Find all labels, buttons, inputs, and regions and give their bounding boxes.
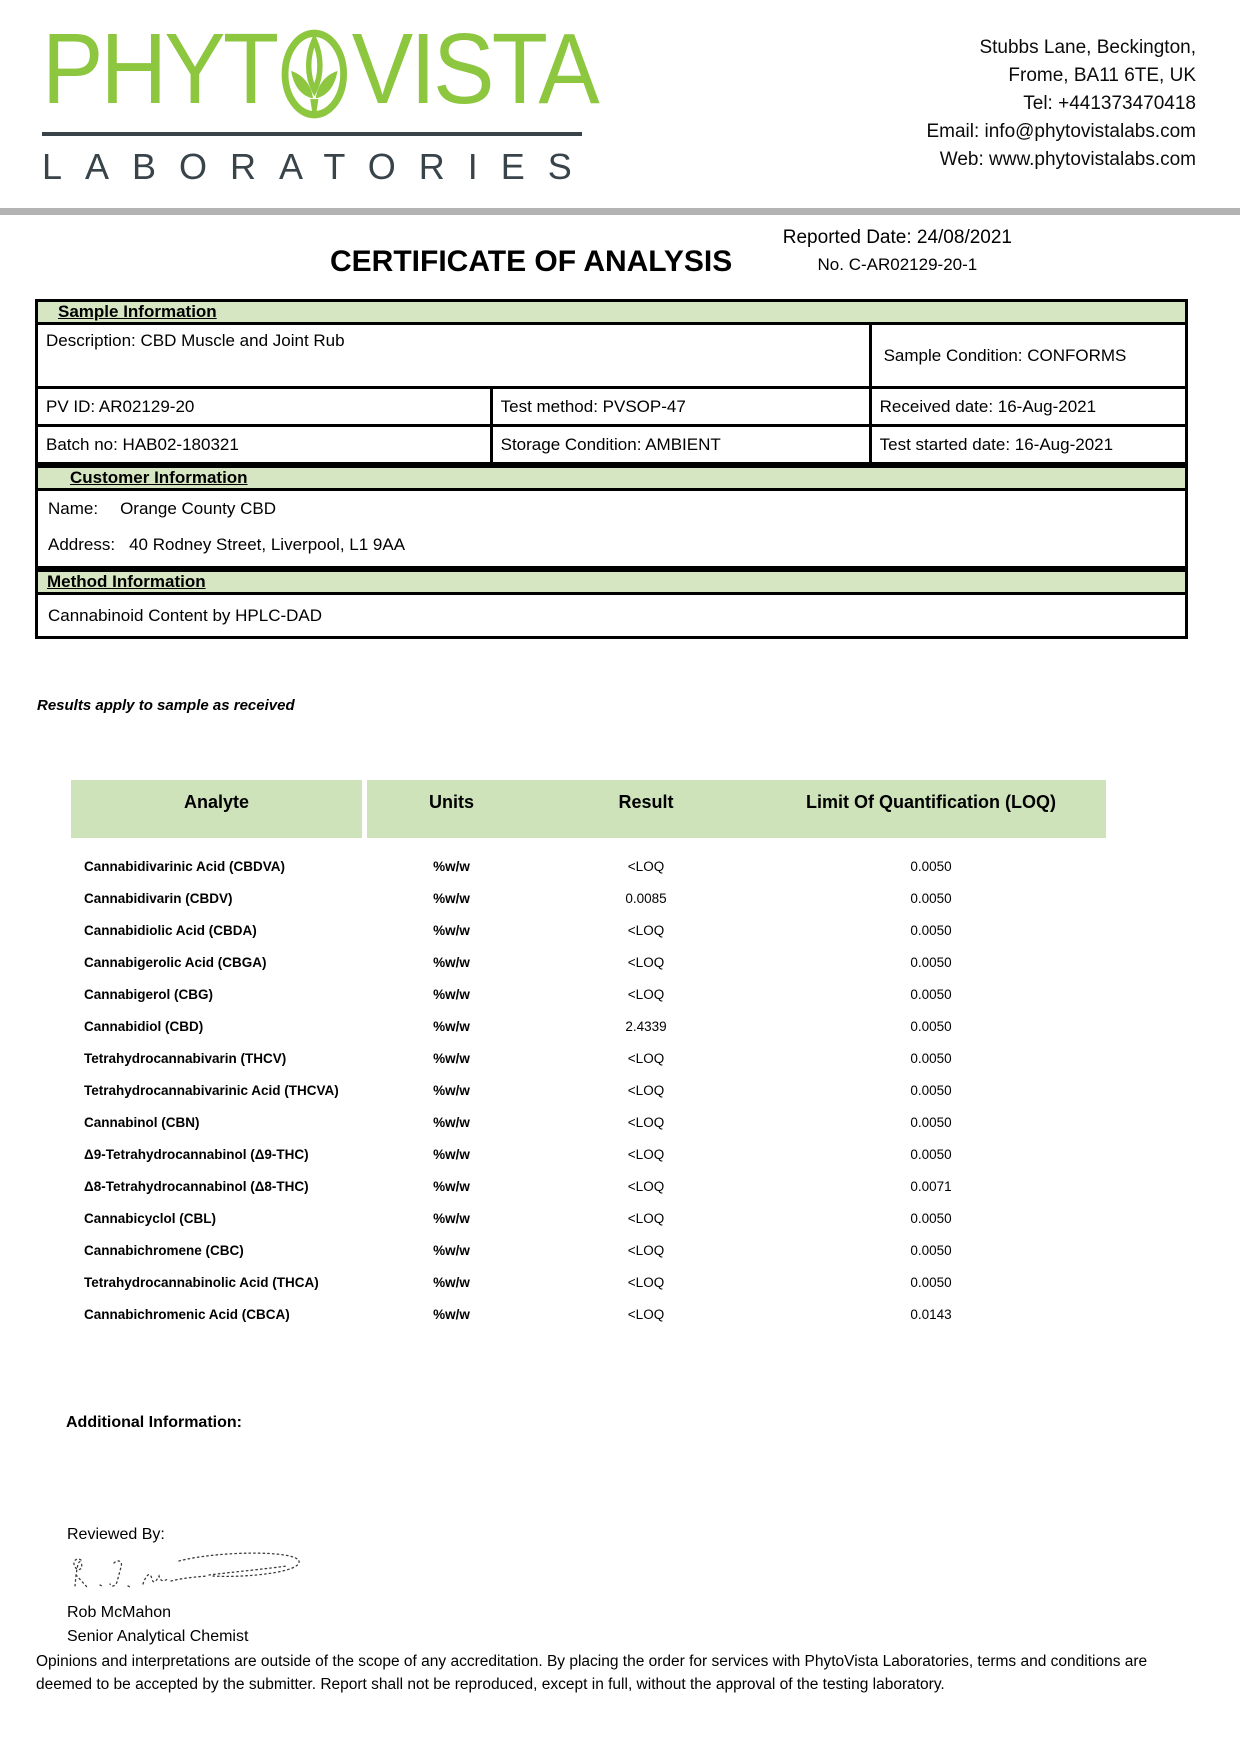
table-row [71,1074,1106,1106]
units-cell: %w/w [433,986,470,1002]
id-row [35,389,1188,427]
units-cell: %w/w [433,1242,470,1258]
analyte-cell: Tetrahydrocannabivarinic Acid (THCVA) [84,1082,339,1098]
results-rows [71,850,1106,1330]
header-result: Result [536,780,756,838]
table-row [71,1298,1106,1330]
batch-no: Batch no: HAB02-180321 [46,434,239,454]
table-row [71,946,1106,978]
table-row [71,978,1106,1010]
result-cell: <LOQ [627,1178,665,1194]
analyte-cell: Tetrahydrocannabinolic Acid (THCA) [84,1274,319,1290]
contact-web: Web: www.phytovistalabs.com [939,149,1196,171]
leaf-logo-icon [280,28,348,120]
analyte-cell: Cannabichromenic Acid (CBCA) [84,1306,290,1322]
units-cell: %w/w [433,1178,470,1194]
sample-information-header [35,299,1188,325]
units-cell: %w/w [433,954,470,970]
header-analyte: Analyte [71,780,367,838]
reviewer-title: Senior Analytical Chemist [67,1628,249,1645]
result-cell: <LOQ [627,1050,665,1066]
loq-cell: 0.0050 [910,890,952,906]
review-block [67,1526,1240,1646]
result-cell: <LOQ [627,1210,665,1226]
header [0,0,1240,188]
table-row [71,1010,1106,1042]
units-cell: %w/w [433,1306,470,1322]
units-cell: %w/w [433,922,470,938]
customer-address-line [48,535,1175,555]
loq-cell: 0.0050 [910,1082,952,1098]
loq-cell: 0.0143 [910,1306,952,1322]
analyte-cell: Cannabidivarin (CBDV) [84,890,233,906]
analyte-cell: Δ9-Tetrahydrocannabinol (Δ9-THC) [84,1146,309,1162]
result-cell: <LOQ [627,858,665,874]
result-cell: <LOQ [627,1082,665,1098]
header-rule [0,208,1240,215]
loq-cell: 0.0050 [910,954,952,970]
units-cell: %w/w [433,1018,470,1034]
header-units: Units [367,780,536,838]
received-date: Received date: 16-Aug-2021 [869,389,1185,424]
customer-name-label: Name: [48,499,99,518]
method-information-title: Method Information [47,572,206,591]
method-information-header [35,569,1188,595]
reported-date: Reported Date: 24/08/2021 [782,227,1012,248]
customer-name-line [48,499,1175,519]
additional-information-label: Additional Information: [66,1414,242,1431]
customer-box [35,491,1188,569]
results-table [71,780,1106,1330]
reviewed-by-label: Reviewed By: [67,1526,165,1543]
logo-wordmark [42,13,597,125]
signature-image [67,1548,307,1598]
table-row [71,1106,1106,1138]
analyte-cell: Cannabichromene (CBC) [84,1242,244,1258]
result-cell: <LOQ [627,1146,665,1162]
sample-information-title: Sample Information [58,302,217,321]
units-cell: %w/w [433,1050,470,1066]
units-cell: %w/w [433,1274,470,1290]
analyte-cell: Tetrahydrocannabivarin (THCV) [84,1050,287,1066]
analyte-cell: Cannabigerolic Acid (CBGA) [84,954,267,970]
test-started-date: Test started date: 16-Aug-2021 [869,427,1185,462]
storage-condition: Storage Condition: AMBIENT [490,427,869,462]
reviewer-name: Rob McMahon [67,1604,172,1621]
loq-cell: 0.0050 [910,1050,952,1066]
batch-row [35,427,1188,465]
contact-phone: Tel: +441373470418 [1023,93,1196,115]
table-row [71,1266,1106,1298]
table-row [71,882,1106,914]
method-box [35,595,1188,639]
loq-cell: 0.0050 [910,1242,952,1258]
result-cell: <LOQ [627,1306,665,1322]
phytovista-logo [42,13,645,188]
logo-subtitle: LABORATORIES [42,146,595,187]
table-row [71,914,1106,946]
table-row [71,1042,1106,1074]
analyte-cell: Cannabidiolic Acid (CBDA) [84,922,257,938]
header-loq: Limit Of Quantification (LOQ) [756,780,1106,838]
logo-text-right: VISTA [351,13,597,125]
units-cell: %w/w [433,890,470,906]
analyte-cell: Cannabinol (CBN) [84,1114,200,1130]
customer-information-header [35,465,1188,491]
footer-disclaimer: Opinions and interpretations are outside of the scope of any accreditation. By placing the order for services with PhytoVista Laboratories, terms and conditions are deemed to be accepted by the submitter. Report shall not be reproduced, except in full, without the approval of the testing laboratory. [36,1653,1148,1694]
description-row [35,325,1188,389]
customer-address: 40 Rodney Street, Liverpool, L1 9AA [129,535,406,554]
units-cell: %w/w [433,1114,470,1130]
report-meta [783,227,1012,275]
table-row [71,1170,1106,1202]
result-cell: 0.0085 [625,890,667,906]
result-cell: <LOQ [627,986,665,1002]
report-number: No. C-AR02129-20-1 [817,255,978,274]
customer-address-label: Address: [48,535,116,554]
result-cell: <LOQ [627,1114,665,1130]
lab-contact-block [926,34,1196,175]
results-note: Results apply to sample as received [37,697,295,714]
analyte-cell: Cannabidivarinic Acid (CBDVA) [84,858,286,874]
loq-cell: 0.0050 [910,858,952,874]
loq-cell: 0.0050 [910,922,952,938]
loq-cell: 0.0050 [910,1114,952,1130]
result-cell: <LOQ [627,1274,665,1290]
units-cell: %w/w [433,1210,470,1226]
analyte-cell: Cannabicyclol (CBL) [84,1210,217,1226]
contact-address-line2: Frome, BA11 6TE, UK [1008,65,1196,87]
sample-description: Description: CBD Muscle and Joint Rub [46,331,345,350]
contact-address-line1: Stubbs Lane, Beckington, [979,37,1196,58]
analyte-cell: Cannabidiol (CBD) [84,1018,204,1034]
result-cell: <LOQ [627,1242,665,1258]
analyte-cell: Cannabigerol (CBG) [84,986,214,1002]
result-cell: 2.4339 [625,1018,667,1034]
loq-cell: 0.0050 [910,1018,952,1034]
logo-text-left: PHYT [42,13,277,125]
title-row [0,215,1240,293]
result-cell: <LOQ [627,954,665,970]
loq-cell: 0.0050 [910,1210,952,1226]
analyte-cell: Δ8-Tetrahydrocannabinol (Δ8-THC) [84,1178,309,1194]
loq-cell: 0.0050 [910,1274,952,1290]
table-row [71,1234,1106,1266]
units-cell: %w/w [433,1082,470,1098]
sample-condition: Sample Condition: CONFORMS [869,325,1185,386]
table-row [71,850,1106,882]
loq-cell: 0.0050 [910,986,952,1002]
customer-name: Orange County CBD [120,499,276,518]
units-cell: %w/w [433,1146,470,1162]
table-row [71,1138,1106,1170]
customer-information-title: Customer Information [70,468,248,487]
result-cell: <LOQ [627,922,665,938]
loq-cell: 0.0050 [910,1146,952,1162]
info-sections [35,299,1188,639]
table-row [71,1202,1106,1234]
loq-cell: 0.0071 [910,1178,952,1194]
pv-id: PV ID: AR02129-20 [46,396,195,416]
test-method: Test method: PVSOP-47 [490,389,869,424]
contact-email: Email: info@phytovistalabs.com [926,121,1196,143]
method-name: Cannabinoid Content by HPLC-DAD [48,605,323,625]
page-title: CERTIFICATE OF ANALYSIS [330,245,733,278]
logo-divider [42,132,582,136]
results-table-header [71,780,1106,838]
units-cell: %w/w [433,858,470,874]
